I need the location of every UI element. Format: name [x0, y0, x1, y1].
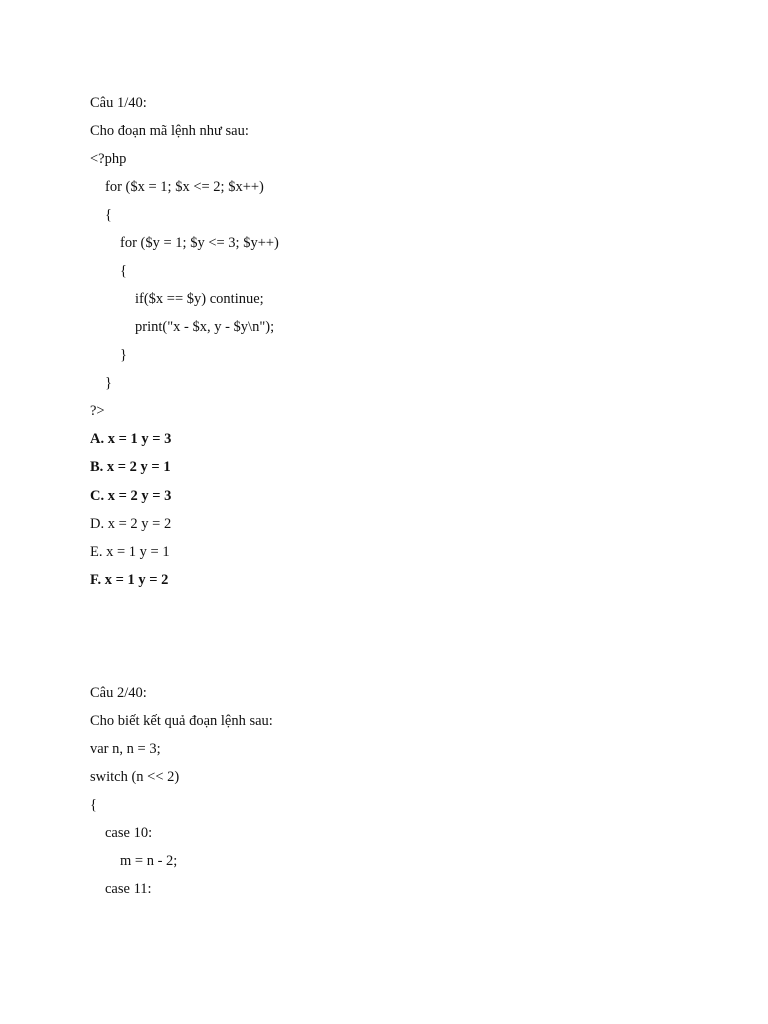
- code-line: case 11:: [105, 881, 152, 897]
- code-line: {: [120, 263, 127, 279]
- answer-option: A. x = 1 y = 3: [90, 431, 172, 447]
- code-line: ?>: [90, 403, 105, 419]
- answer-option: E. x = 1 y = 1: [90, 544, 170, 560]
- code-line: if($x == $y) continue;: [135, 291, 264, 307]
- code-line: case 10:: [105, 825, 153, 841]
- code-line: {: [90, 797, 97, 813]
- code-line: switch (n << 2): [90, 769, 180, 785]
- answer-option: B. x = 2 y = 1: [90, 459, 171, 475]
- answer-option: D. x = 2 y = 2: [90, 516, 172, 532]
- question-1-prompt: Cho đoạn mã lệnh như sau:: [90, 123, 249, 139]
- code-line: for ($y = 1; $y <= 3; $y++): [120, 235, 279, 251]
- answer-option: C. x = 2 y = 3: [90, 488, 172, 504]
- code-line: print("x - $x, y - $y\n");: [135, 319, 275, 335]
- question-2-header: Câu 2/40:: [90, 685, 147, 701]
- code-line: }: [120, 347, 127, 363]
- code-line: }: [105, 375, 112, 391]
- code-line: {: [105, 207, 112, 223]
- code-line: var n, n = 3;: [90, 741, 161, 757]
- code-line: for ($x = 1; $x <= 2; $x++): [105, 179, 264, 195]
- question-1-header: Câu 1/40:: [90, 95, 147, 111]
- code-line: m = n - 2;: [120, 853, 178, 869]
- question-2-prompt: Cho biết kết quả đoạn lệnh sau:: [90, 713, 273, 729]
- code-line: <?php: [90, 151, 127, 167]
- answer-option: F. x = 1 y = 2: [90, 572, 169, 588]
